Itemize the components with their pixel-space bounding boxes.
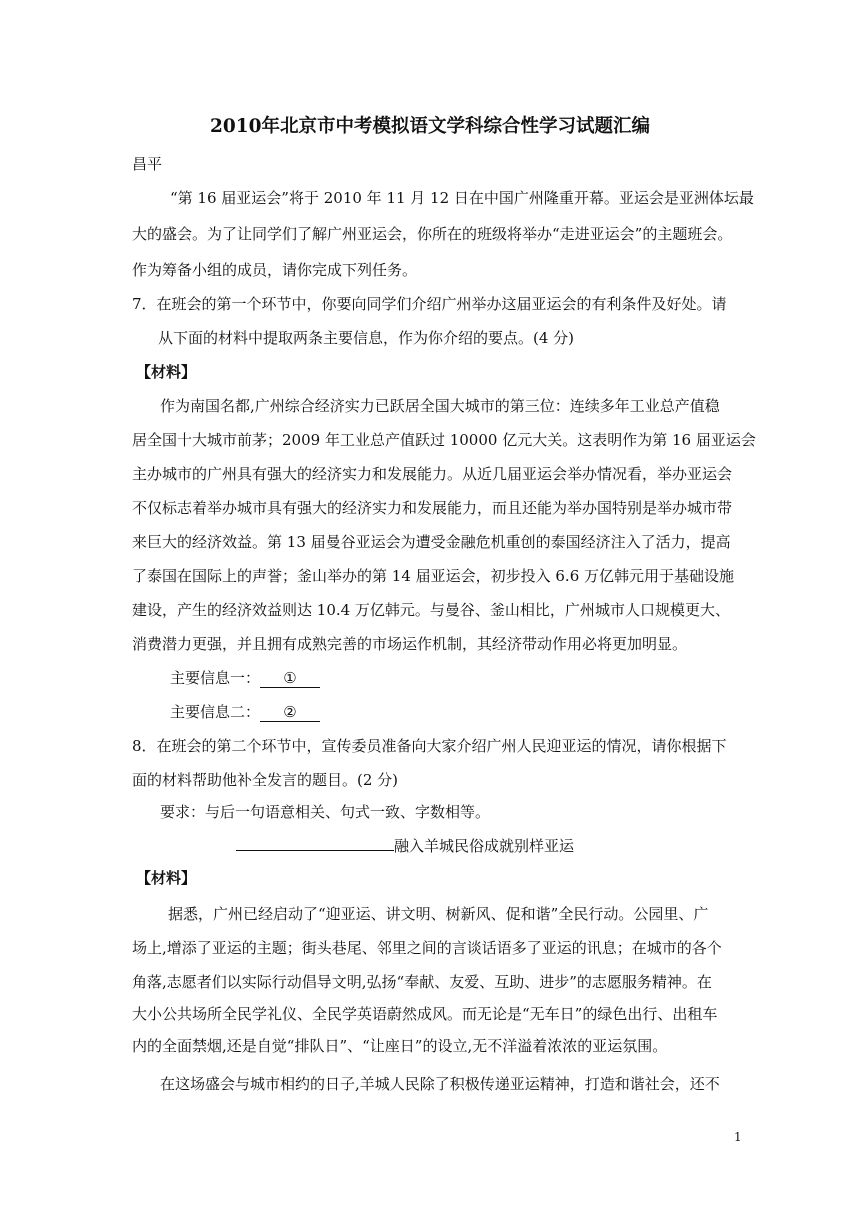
info-2-label: 主要信息二： [170, 703, 261, 721]
question-7-line-2: 从下面的材料中提取两条主要信息，作为你介绍的要点。(4 分) [158, 329, 575, 347]
info-2-blank[interactable]: ② [260, 703, 320, 722]
info-1-label: 主要信息一： [170, 669, 261, 687]
material-1-line-3: 主办城市的广州具有强大的经济实力和发展能力。从近几届亚运会举办情况看，举办亚运会 [132, 465, 733, 483]
material-2-line-4: 大小公共场所全民学礼仪、全民学英语蔚然成风。而无论是“无车日”的绿色出行、出租车 [132, 1005, 718, 1023]
material-2-line-3: 角落,志愿者们以实际行动倡导文明,弘扬“奉献、友爱、互助、进步”的志愿服务精神。在 [132, 973, 712, 991]
material-1-line-5: 来巨大的经济效益。第 13 届曼谷亚运会为遭受金融危机重创的泰国经济注入了活力，提高 [132, 533, 731, 551]
question-8-line-2: 面的材料帮助他补全发言的题目。(2 分) [132, 771, 399, 789]
material-1-line-8: 消费潜力更强，并且拥有成熟完善的市场运作机制，其经济带动作用必将更加明显。 [132, 635, 688, 653]
fill-in-title-row [236, 834, 574, 856]
material-1-line-2: 居全国十大城市前茅；2009 年工业总产值跃过 10000 亿元大关。这表明作为第 16 届亚运会 [132, 431, 756, 449]
material-1-line-4: 不仅标志着举办城市具有强大的经济实力和发展能力，而且还能为举办国特别是举办城市带 [132, 499, 733, 517]
intro-line-1: “第 16 届亚运会”将于 2010 年 11 月 12 日在中国广州隆重开幕。亚运会是亚洲体坛最 [170, 189, 754, 207]
material-1-line-1: 作为南国名都,广州综合经济实力已跃居全国大城市的第三位：连续多年工业总产值稳 [160, 397, 720, 415]
question-7-line-1: 7．在班会的第一个环节中，你要向同学们介绍广州举办这届亚运会的有利条件及好处。请 [132, 295, 727, 313]
material-heading-2: 【材料】 [136, 869, 197, 887]
material-2-line-2: 场上,增添了亚运的主题；街头巷尾、邻里之间的言谈话语多了亚运的讯息；在城市的各个 [132, 939, 722, 957]
material-heading-1: 【材料】 [136, 363, 197, 381]
intro-line-2: 大的盛会。为了让同学们了解广州亚运会，你所在的班级将举办“走进亚运会”的主题班会。 [132, 225, 733, 243]
document-title: 2010年北京市中考模拟语文学科综合性学习试题汇编 [210, 116, 650, 137]
intro-line-3: 作为筹备小组的成员，请你完成下列任务。 [132, 261, 418, 279]
material-2-line-1: 据悉，广州已经启动了“迎亚运、讲文明、树新风、促和谐”全民行动。公园里、广 [168, 905, 709, 923]
info-1-blank[interactable]: ① [260, 669, 320, 688]
district-label: 昌平 [132, 155, 163, 173]
info-1-row [170, 668, 320, 688]
info-2-row [170, 702, 320, 722]
question-8-line-1: 8．在班会的第二个环节中，宣传委员准备向大家介绍广州人民迎亚运的情况，请你根据下 [132, 737, 727, 755]
material-1-line-7: 建设，产生的经济效益则达 10.4 万亿韩元。与曼谷、釜山相比，广州城市人口规模更大、 [132, 601, 730, 619]
fill-in-title-blank[interactable] [236, 834, 394, 851]
fill-in-title-tail: 融入羊城民俗成就别样亚运 [394, 837, 575, 855]
material-1-line-6: 了泰国在国际上的声誉；釜山举办的第 14 届亚运会，初步投入 6.6 万亿韩元用于基础设施 [132, 567, 735, 585]
material-2-line-6: 在这场盛会与城市相约的日子,羊城人民除了积极传递亚运精神，打造和谐社会，还不 [160, 1075, 720, 1093]
material-2-line-5: 内的全面禁烟,还是自觉“排队日”、“让座日”的设立,无不洋溢着浓浓的亚运氛围。 [132, 1037, 668, 1055]
page-number: 1 [734, 1130, 742, 1144]
requirement-text: 要求：与后一句语意相关、句式一致、字数相等。 [160, 803, 491, 821]
